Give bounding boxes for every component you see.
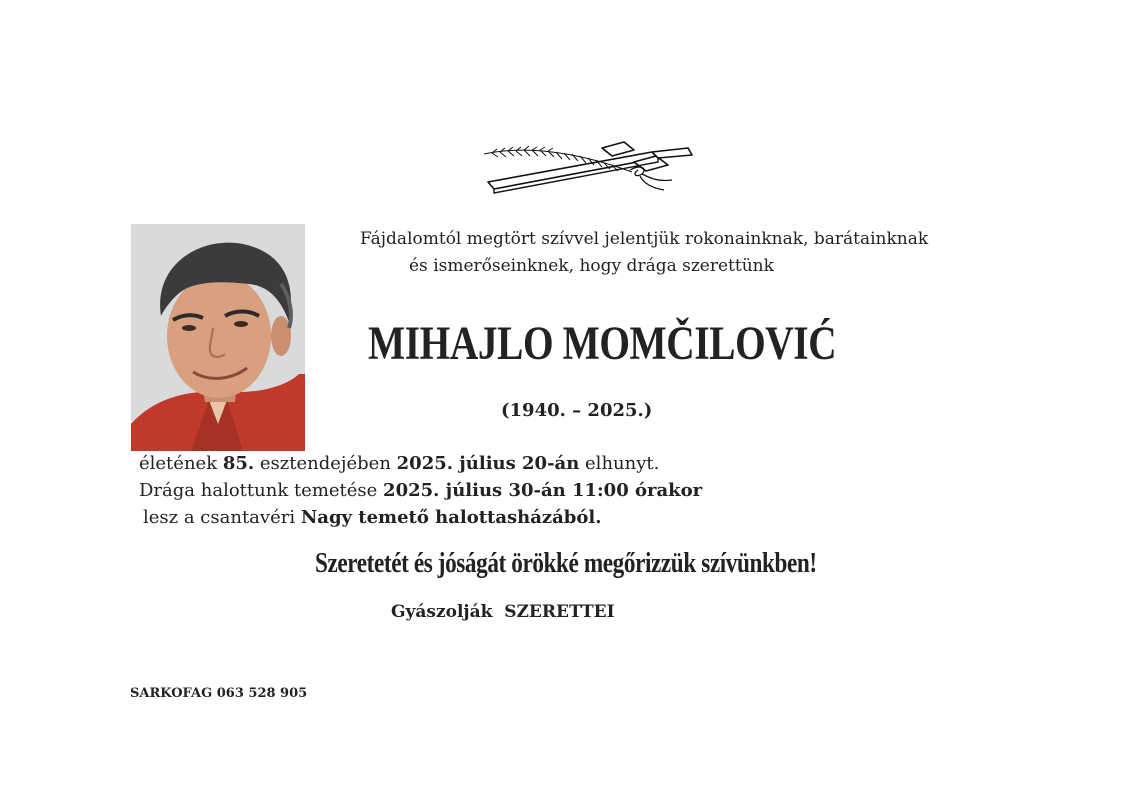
text-segment: életének: [139, 453, 223, 474]
intro-line-2: és ismerőseinknek, hogy drága szerettünk: [409, 256, 774, 276]
cross-with-palm-icon: [482, 138, 694, 198]
publisher-contact: SARKOFAG 063 528 905: [130, 686, 308, 701]
funeral-place-line: [143, 507, 601, 529]
death-date: 2025. július 20-án: [396, 453, 580, 474]
portrait-photo: [131, 224, 305, 451]
funeral-date: 2025. július 30-án 11:00 órakor: [383, 480, 703, 501]
death-notice-line: [139, 453, 659, 475]
mourners-signature: Gyászolják SZERETTEI: [391, 602, 615, 622]
life-dates: (1940. – 2025.): [501, 400, 653, 421]
intro-line-1: Fájdalomtól megtört szívvel jelentjük rokonainknak, barátainknak: [360, 229, 929, 249]
deceased-name: MIHAJLO MOMČILOVIĆ: [368, 317, 837, 370]
funeral-place: Nagy temető halottasházából.: [300, 507, 602, 528]
funeral-time-line: [139, 480, 702, 502]
text-segment: Drága halottunk temetése: [139, 480, 384, 501]
memorial-motto: Szeretetét és jóságát örökké megőrizzük szívünkben!: [315, 547, 817, 579]
age-value: 85.: [222, 453, 255, 474]
text-segment: elhunyt.: [579, 453, 660, 474]
text-segment: lesz a csantavéri: [143, 507, 301, 528]
text-segment: esztendejében: [254, 453, 397, 474]
